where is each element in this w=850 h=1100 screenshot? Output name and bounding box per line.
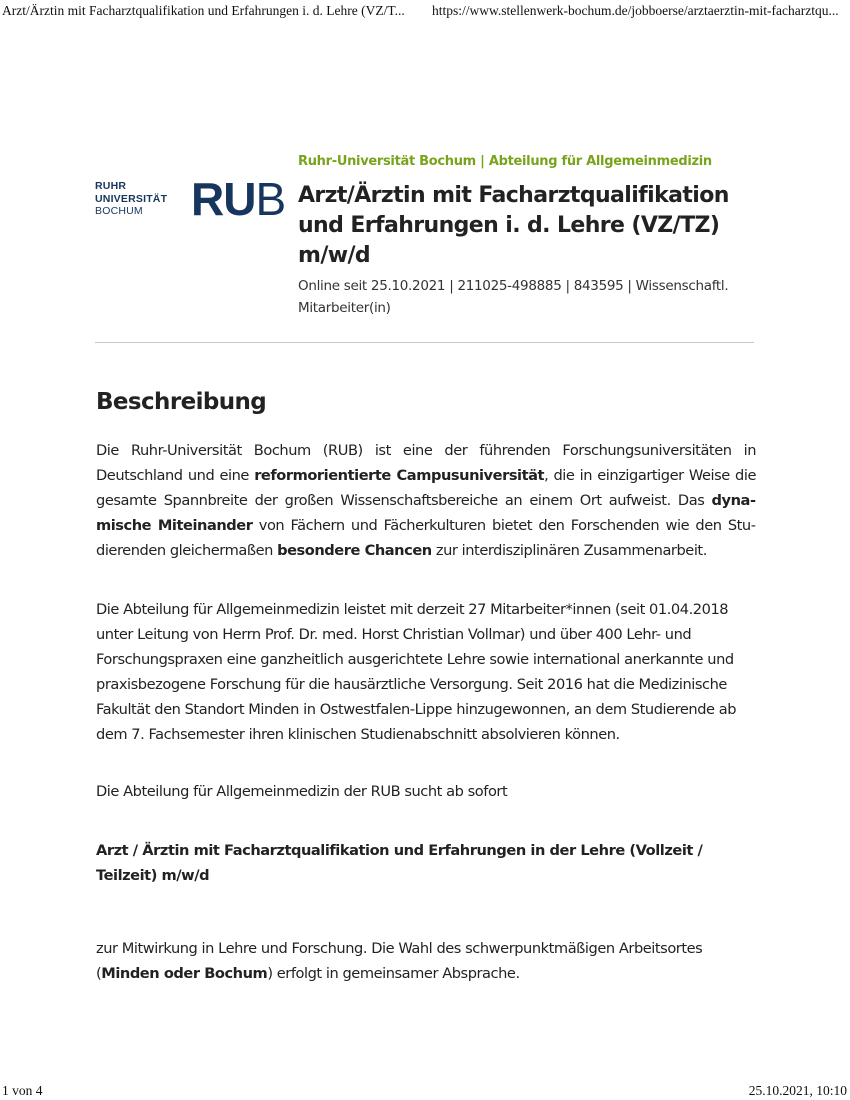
emphasis: reformorientierte Campusuniversität bbox=[254, 467, 545, 484]
text: von Fächern und Fächerkulturen bietet den Forschenden wie den Studierenden gleichermaßen bbox=[96, 517, 756, 559]
page-number: 1 von 4 bbox=[2, 1083, 43, 1098]
logo-mark-ru: RU bbox=[191, 173, 256, 225]
print-header bbox=[0, 0, 850, 22]
rub-logo-mark bbox=[191, 174, 285, 224]
position-title: Arzt / Ärztin mit Facharztqualifikation und Erfahrungen in der Lehre (Vollzeit / Teilzeit) m/w/d bbox=[96, 842, 703, 884]
description-section bbox=[96, 385, 756, 986]
emphasis: besondere Chancen bbox=[277, 542, 432, 559]
paragraph-department: Die Abteilung für Allgemeinmedizin leistet mit derzeit 27 Mitarbeiter*innen (seit 01.04.2018 unter Leitung von Herrn Prof. Dr. med. Horst Christian Vollmar) und über 400 Lehr- und Forschungspraxen eine ganzheitlich ausgerichtete Lehre sowie international anerkannte und praxisbezogene Forschung für die hausärztliche Versorgung. Seit 2016 hat die Medizinische Fakultät den Standort Minden in Ostwestfalen-Lippe hinzugewonnen, an dem Studierende ab dem 7. Fachsemester ihren klinischen Studienabschnitt absolvieren können. bbox=[96, 601, 737, 743]
paragraph-intro bbox=[96, 438, 756, 563]
rub-logo-wordmark bbox=[95, 180, 167, 218]
rub-logo[interactable] bbox=[95, 173, 290, 225]
paragraph-search: Die Abteilung für Allgemeinmedizin der RUB sucht ab sofort bbox=[96, 783, 508, 800]
emphasis: dynamische Miteinander bbox=[96, 492, 756, 534]
logo-line-1: RUHR bbox=[95, 180, 127, 192]
print-header-url: https://www.stellenwerk-bochum.de/jobboerse/arztaerztin-mit-facharztqu... bbox=[432, 3, 839, 18]
job-title: Arzt/Ärztin mit Facharztqualifikation und Erfahrungen i. d. Lehre (VZ/TZ) m/w/d bbox=[298, 183, 729, 268]
print-header-title: Arzt/Ärztin mit Facharztqualifikation und Erfahrungen i. d. Lehre (VZ/T... bbox=[2, 3, 405, 18]
text: ) erfolgt in gemeinsamer Absprache. bbox=[267, 965, 520, 982]
text: Die Ruhr-Universität Bochum (RUB) ist eine der führenden Forschungsuniversitäten in Deutschland und eine bbox=[96, 442, 756, 484]
print-datetime: 25.10.2021, 10:10 bbox=[748, 1083, 847, 1098]
job-meta: Online seit 25.10.2021 | 211025-498885 | 843595 | Wissenschaftl. Mitarbeiter(in) bbox=[298, 278, 729, 316]
logo-line-2: UNIVERSITÄT bbox=[95, 192, 168, 205]
paragraph-location bbox=[96, 936, 756, 986]
text: zur Mitwirkung in Lehre und Forschung. Die Wahl des schwerpunktmäßigen Arbeitsortes ( bbox=[96, 940, 703, 982]
text: , die in einzigartiger Weise die gesamte Spannbreite der großen Wissenschaftsbereiche an einem Ort aufweist. Das bbox=[96, 467, 756, 509]
emphasis: Minden oder Bochum bbox=[101, 965, 268, 982]
job-header bbox=[298, 153, 758, 319]
employer-name: Ruhr-Universität Bochum | Abteilung für Allgemeinmedizin bbox=[298, 154, 712, 169]
header-divider bbox=[95, 342, 754, 343]
logo-line-3: BOCHUM bbox=[95, 205, 143, 217]
logo-mark-b: B bbox=[255, 173, 286, 225]
section-heading-description: Beschreibung bbox=[96, 389, 267, 415]
text: zur interdisziplinären Zusammenarbeit. bbox=[431, 542, 707, 559]
